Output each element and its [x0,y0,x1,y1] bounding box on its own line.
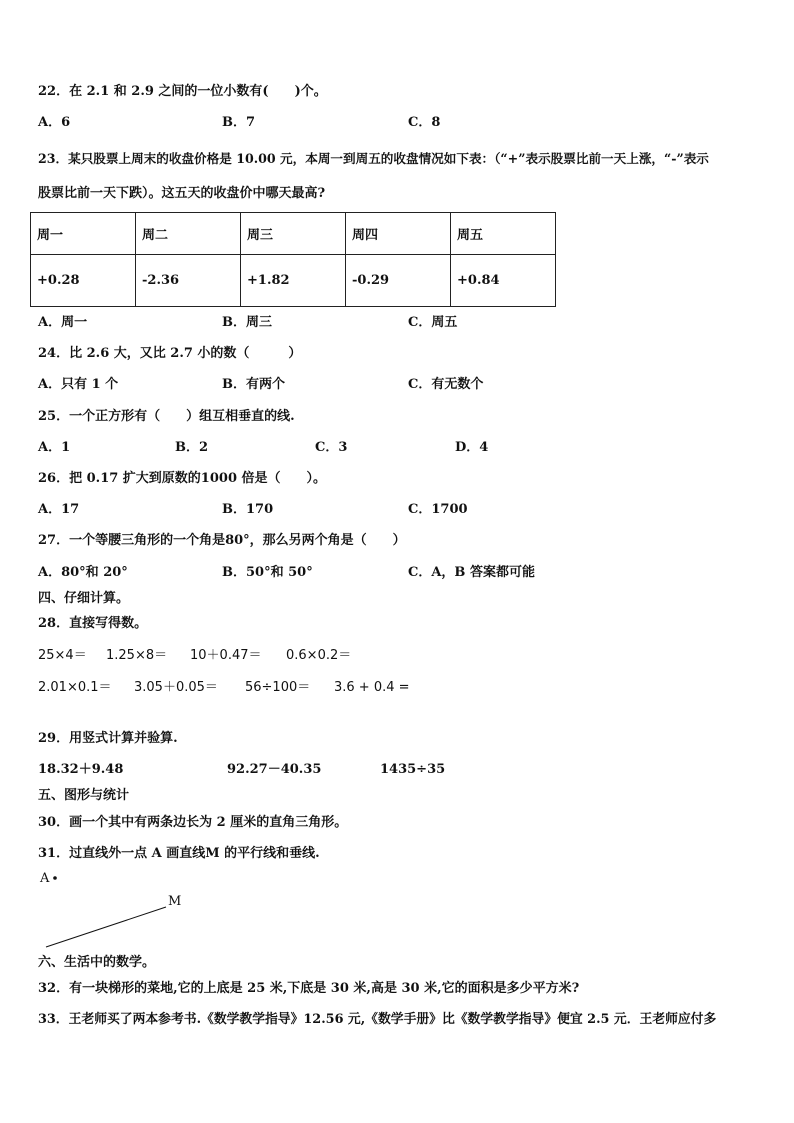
q25-text: 25．一个正方形有（ ）组互相垂直的线. [38,409,295,424]
table-cell: +1.82 [241,255,346,307]
q28-expression: 10＋0.47＝ [190,648,262,663]
q22-option-a[interactable]: A．6 [38,115,71,130]
q28-expression: 25×4＝ [38,648,87,663]
q25-option-c[interactable]: C．3 [315,440,348,455]
q28-expression: 56÷100＝ [245,680,311,695]
q29-item: 18.32＋9.48 [38,762,124,777]
q28-expression: 2.01×0.1＝ [38,680,112,695]
q28-expression: 3.6 + 0.4 = [334,680,410,695]
q27-text: 27．一个等腰三角形的一个角是80°，那么另两个角是（ ） [38,533,406,548]
q24-option-b[interactable]: B．有两个 [222,377,285,392]
q22-text: 22．在 2.1 和 2.9 之间的一位小数有( )个。 [38,84,327,99]
table-cell: +0.84 [451,255,556,307]
table-header-cell: 周一 [31,213,136,255]
q27-option-a[interactable]: A．80°和 20° [38,565,128,580]
q26-option-b[interactable]: B．170 [222,502,274,517]
table-header-cell: 周五 [451,213,556,255]
section-heading-4: 四、仔细计算。 [38,591,130,606]
table-cell: -2.36 [136,255,241,307]
q29-item: 92.27－40.35 [227,762,322,777]
q23-text-line2: 股票比前一天下跌）。这五天的收盘价中哪天最高? [38,186,326,201]
q28-expression: 3.05＋0.05＝ [134,680,218,695]
table-header-cell: 周二 [136,213,241,255]
point-a-dot [53,876,57,880]
q28-expression: 0.6×0.2＝ [286,648,352,663]
q25-option-a[interactable]: A．1 [38,440,71,455]
q31-text: 31．过直线外一点 A 画直线M 的平行线和垂线. [38,846,320,861]
q23-option-c[interactable]: C．周五 [408,315,458,330]
q28-text: 28．直接写得数。 [38,616,148,631]
line-m [46,907,166,947]
q27-option-b[interactable]: B．50°和 50° [222,565,313,580]
table-cell: +0.28 [31,255,136,307]
q24-text: 24．比 2.6 大，又比 2.7 小的数（ ） [38,346,302,361]
q24-option-c[interactable]: C．有无数个 [408,377,484,392]
q22-option-c[interactable]: C．8 [408,115,441,130]
q23-text-line1: 23．某只股票上周末的收盘价格是 10.00 元，本周一到周五的收盘情况如下表：（“+”表示股票比前一天上涨，“-”表示 [38,151,709,166]
table-header-cell: 周三 [241,213,346,255]
q27-option-c[interactable]: C．A，B 答案都可能 [408,565,535,580]
q28-expression: 1.25×8＝ [106,648,168,663]
q25-option-b[interactable]: B．2 [175,440,209,455]
q23-option-b[interactable]: B．周三 [222,315,272,330]
q32-text: 32．有一块梯形的菜地,它的上底是 25 米,下底是 30 米,高是 30 米,它的面积是多少平方米? [38,981,580,996]
section-heading-5: 五、图形与统计 [38,788,130,803]
q29-text: 29．用竖式计算并验算. [38,731,178,746]
q26-option-c[interactable]: C．1700 [408,502,468,517]
table-cell: -0.29 [346,255,451,307]
q22-option-b[interactable]: B．7 [222,115,256,130]
q29-item: 1435÷35 [380,762,446,777]
line-m-label: M [168,894,182,909]
q23-option-a[interactable]: A．周一 [38,315,88,330]
table-header-cell: 周四 [346,213,451,255]
q30-text: 30．画一个其中有两条边长为 2 厘米的直角三角形。 [38,815,348,830]
q26-option-a[interactable]: A．17 [38,502,80,517]
q24-option-a[interactable]: A．只有 1 个 [38,377,119,392]
q25-option-d[interactable]: D．4 [455,440,489,455]
q26-text: 26．把 0.17 扩大到原数的1000 倍是（ ）。 [38,471,327,486]
point-a-label: A [40,871,50,886]
q33-text: 33．王老师买了两本参考书.《数学教学指导》12.56 元,《数学手册》比《数学教学指导》便宜 2.5 元．王老师应付多 [38,1012,717,1027]
section-heading-6: 六、生活中的数学。 [38,955,156,970]
